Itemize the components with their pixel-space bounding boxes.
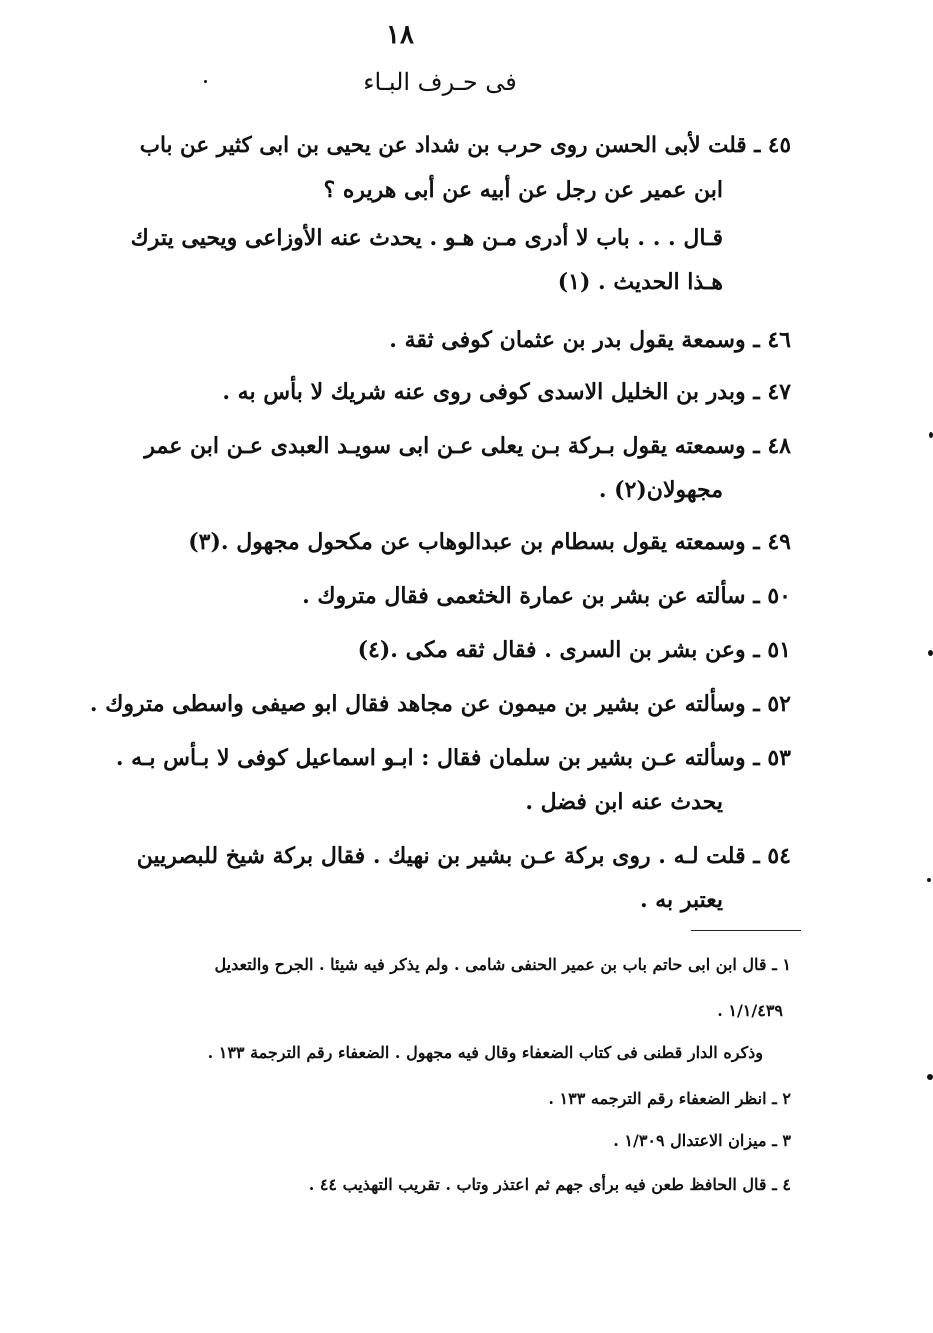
footnote-3: ٣ ـ ميزان الاعتدال ١/٣٠٩ . [613,1131,791,1150]
entry-line: يحدث عنه ابن فضل . [525,789,723,815]
page-number: ١٨ [386,20,414,50]
entry-47 [0,370,933,414]
entry-line: قـال . . . باب لا أدرى مـن هـو . يحدث عنه الأوزاعى ويحيى يترك [130,225,723,251]
footnote-1-continuation: وذكره الدار قطنى فى كتاب الضعفاء وقال فيه مجهول . الضعفاء رقم الترجمة ١٣٣ . [207,1043,763,1062]
entry-line: يعتبر به . [639,887,723,913]
entry-line: هـذا الحديث . (١) [557,269,723,295]
entry-49 [0,520,933,564]
running-title: فى حـرف البـاء [363,68,517,96]
entry-line: ٥٠ ـ سألته عن بشر بن عمارة الخثعمى فقال متروك . [302,583,791,609]
entry-50 [0,574,933,618]
entry-line: ٥٣ ـ وسألته عـن بشير بن سلمان فقال : ابـو اسماعيل كوفى لا بـأس بـه . [115,745,791,771]
entry-line: ٥٤ ـ قلت لـه . روى بركة عـن بشير بن نهيك . فقال بركة شيخ للبصريين [136,843,791,869]
footnote-1: ١ ـ قال ابن ابى حاتم باب بن عمير الحنفى شامى . ولم يذكر فيه شيئا . الجرح والتعديل [214,955,791,974]
entry-line: ٤٥ ـ قلت لأبى الحسن روى حرب بن شداد عن يحيى بن ابى كثير عن باب [139,133,791,158]
entry-51 [0,628,933,672]
entry-line: مجهولان(٢) . [598,477,723,503]
entry-line: ٤٨ ـ وسمعته يقول بـركة بـن يعلى عـن ابى سويـد العبدى عـن ابن عمر [144,433,791,459]
footnote-2: ٢ ـ انظر الضعفاء رقم الترجمه ١٣٣ . [548,1089,791,1108]
entry-54 [0,834,933,922]
scan-speck [929,432,933,438]
scan-speck [928,650,933,656]
entry-48 [0,424,933,512]
entry-line: ابن عمير عن رجل عن أبيه عن أبى هريره ؟ [323,177,723,203]
entry-45 [0,124,933,212]
entry-line: ٥٢ ـ وسألته عن بشير بن ميمون عن مجاهد فقال ابو صيفى واسطى متروك . [89,691,791,717]
entry-45-answer [0,216,933,304]
entry-line: ٥١ ـ وعن بشر بن السرى . فقال ثقه مكى .(٤) [357,637,791,663]
entry-46 [0,318,933,362]
entry-52 [0,682,933,726]
entry-line: ٤٧ ـ وبدر بن الخليل الاسدى كوفى روى عنه شريك لا بأس به . [222,379,791,405]
footnote-divider [691,930,801,931]
footnote-1-citation: ١/١/٤٣٩ . [717,1001,783,1020]
entry-53 [0,736,933,824]
entry-line: ٤٦ ـ وسمعة يقول بدر بن عثمان كوفى ثقة . [389,327,791,353]
scan-speck [927,878,931,882]
footnote-4: ٤ ـ قال الحافظ طعن فيه برأى جهم ثم اعتذر وتاب . تقريب التهذيب ٤٤ . [308,1175,791,1194]
scan-speck [927,1074,933,1080]
scan-speck [204,80,207,83]
entry-line: ٤٩ ـ وسمعته يقول بسطام بن عبدالوهاب عن مكحول مجهول .(٣) [188,529,791,555]
